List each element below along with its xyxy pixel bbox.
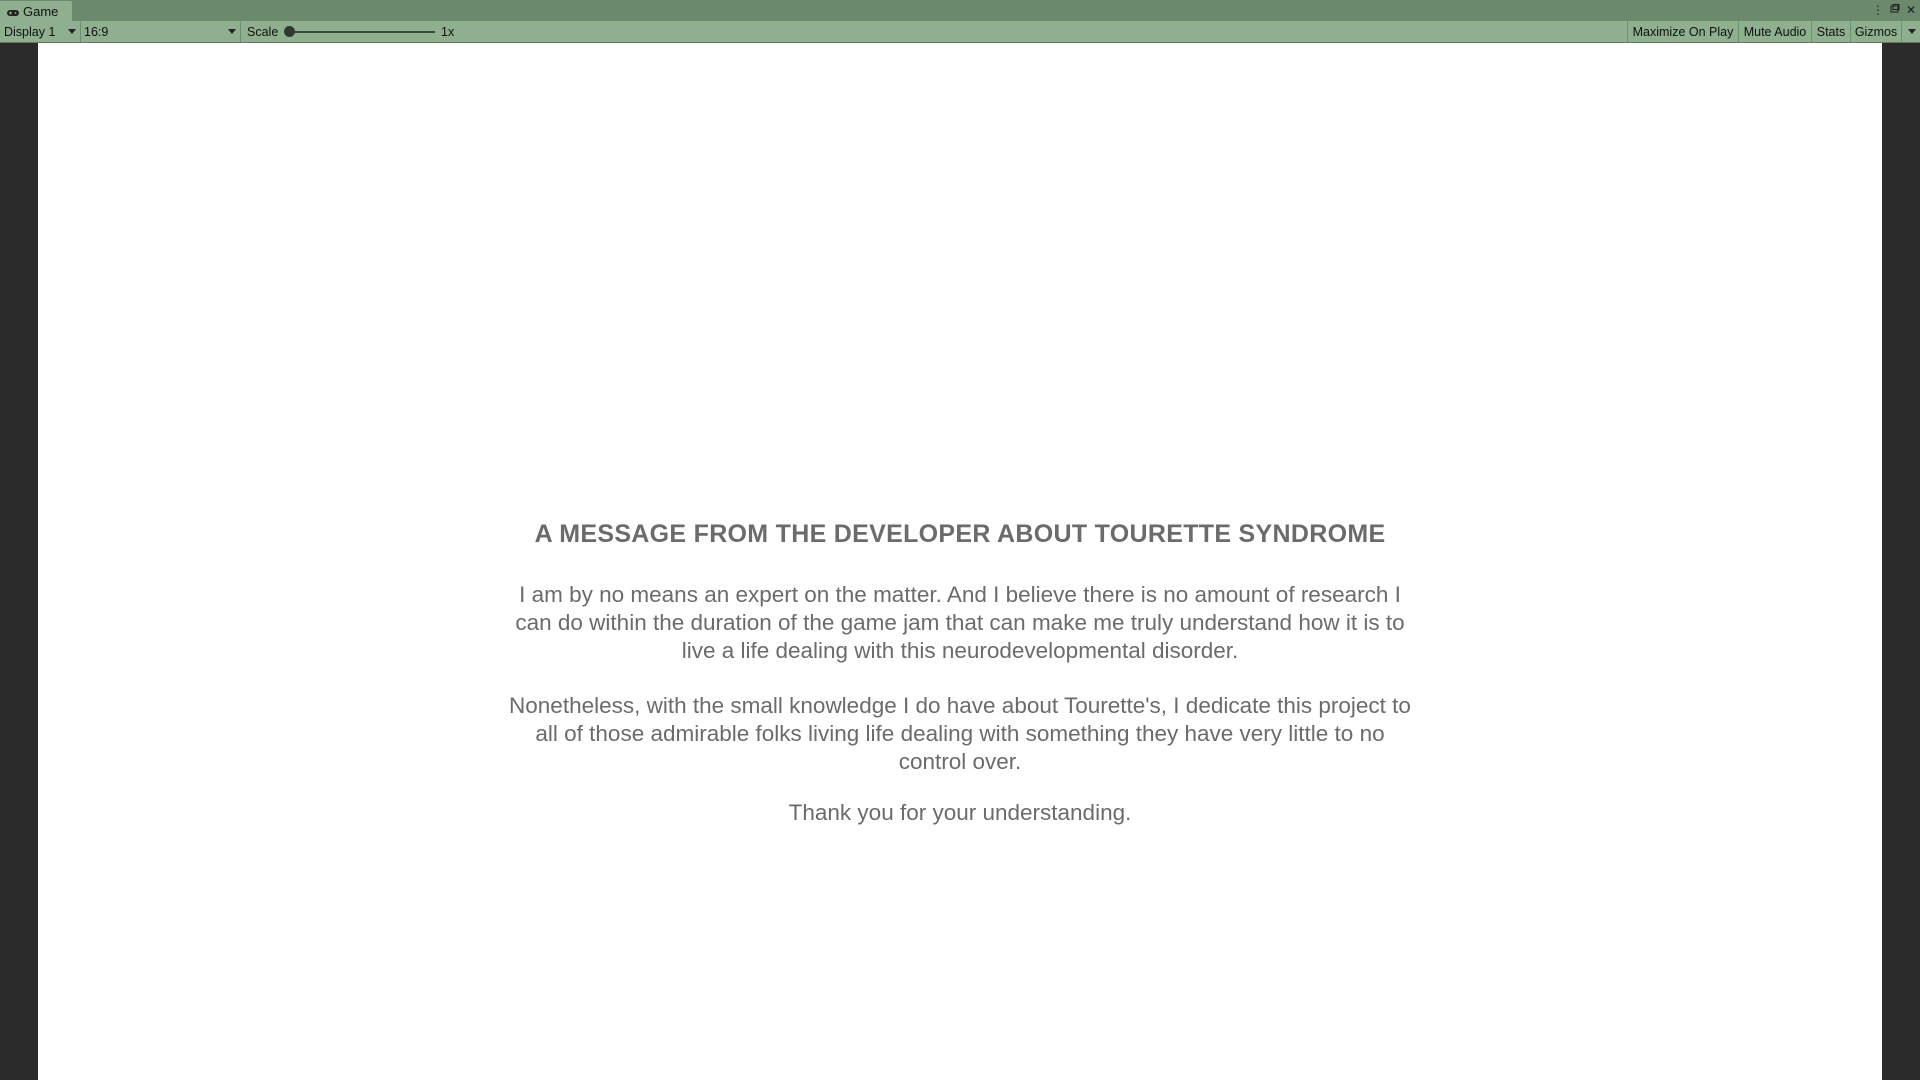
window-controls xyxy=(1872,2,1916,18)
scale-slider-handle[interactable] xyxy=(284,26,295,37)
gizmos-label: Gizmos xyxy=(1854,24,1898,39)
chevron-down-icon xyxy=(1908,29,1916,34)
scale-value: 1x xyxy=(441,24,455,39)
message-thanks: Thank you for your understanding. xyxy=(788,800,1132,825)
mute-audio-toggle[interactable] xyxy=(1738,21,1811,42)
stats-label: Stats xyxy=(1816,24,1846,39)
gizmos-toggle[interactable] xyxy=(1850,21,1901,42)
message-paragraph-2: Nonetheless, with the small knowledge I do have about Tourette's, I dedicate this project to all of those admirable folks living life dealing with something they have very little to no control over. xyxy=(509,693,1411,774)
game-screen[interactable] xyxy=(38,43,1882,1080)
tab-label: Game xyxy=(23,3,59,19)
gizmos-dropdown[interactable] xyxy=(1901,21,1920,42)
chevron-down-icon xyxy=(228,29,236,34)
kebab-menu-icon[interactable]: ⋮ xyxy=(1871,3,1884,17)
scale-slider-track[interactable] xyxy=(289,31,435,33)
maximize-icon[interactable] xyxy=(1890,2,1900,18)
developer-message xyxy=(38,520,1882,827)
mute-audio-label: Mute Audio xyxy=(1743,24,1807,39)
tab-bar xyxy=(0,0,1920,21)
tab-game[interactable] xyxy=(0,1,72,21)
stats-toggle[interactable] xyxy=(1811,21,1850,42)
display-dropdown[interactable] xyxy=(4,21,78,42)
aspect-label: 16:9 xyxy=(84,24,109,39)
aspect-dropdown[interactable] xyxy=(84,21,236,42)
game-view xyxy=(0,43,1920,1080)
toolbar-divider xyxy=(80,21,81,42)
message-paragraph-1: I am by no means an expert on the matter. And I believe there is no amount of research I can do within the duration of the game jam that can make me truly understand how it is to live a life dealing with this neurodevelopmental disorder. xyxy=(515,582,1405,663)
chevron-down-icon xyxy=(68,29,76,34)
close-icon[interactable]: ✕ xyxy=(1905,3,1916,17)
scale-label: Scale xyxy=(247,24,279,39)
message-title: A MESSAGE FROM THE DEVELOPER ABOUT TOURETTE SYNDROME xyxy=(534,520,1386,548)
toolbar-divider xyxy=(240,21,241,42)
maximize-on-play-toggle[interactable] xyxy=(1627,21,1738,42)
display-label: Display 1 xyxy=(4,24,56,39)
game-toolbar xyxy=(0,21,1920,43)
gamepad-icon xyxy=(6,6,20,16)
maximize-on-play-label: Maximize On Play xyxy=(1632,24,1734,39)
